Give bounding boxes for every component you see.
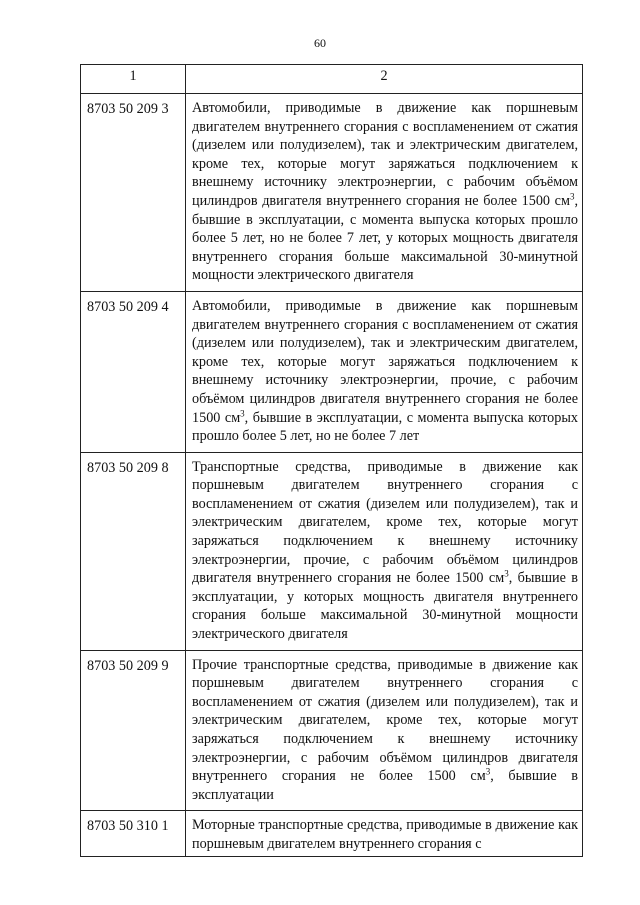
commodity-description xyxy=(186,650,583,811)
unit-superscript: 3 xyxy=(504,568,509,579)
column-header-code: 1 xyxy=(81,65,186,94)
unit-superscript: 3 xyxy=(485,766,491,777)
description-text: Прочие транспортные средства, приводимые в движение как поршневым двигателем внутреннего сгорания с воспламенением от сжатия (дизелем или полудизелем), так и электрическим двигателем, кроме тех, которые могут заряжаться подключением к внешнему источнику электроэнергии, с рабочим объёмом цилиндров двигателя внутреннего сгорания не более 1500 см xyxy=(192,656,578,785)
commodity-description xyxy=(186,811,583,856)
description-text: Автомобили, приводимые в движение как поршневым двигателем внутреннего сгорания с воспламенением от сжатия (дизелем или полудизелем), так и электрическим двигателем, кроме тех, которые могут заряжаться подключением к внешнему источнику электроэнергии, прочие, с рабочим объёмом цилиндров двигателя внутреннего сгорания не более 1500 см xyxy=(192,297,578,426)
commodity-code: 8703 50 209 8 xyxy=(81,452,186,650)
page-number: 60 xyxy=(314,36,326,50)
commodity-code: 8703 50 209 3 xyxy=(81,94,186,292)
table-row xyxy=(81,291,583,452)
unit-superscript: 3 xyxy=(240,407,245,418)
table-header-row xyxy=(81,65,583,94)
description-text-continued: , бывшие в эксплуатации, с момента выпуска которых прошло более 5 лет, но не более 7 лет xyxy=(192,409,578,445)
table-row xyxy=(81,94,583,292)
table-row xyxy=(81,650,583,811)
unit-superscript: 3 xyxy=(569,191,575,202)
description-text: Транспортные средства, приводимые в движение как поршневым двигателем внутреннего сгорания с воспламенением от сжатия (дизелем или полудизелем), так и электрическим двигателем, кроме тех, которые могут заряжаться подключением к внешнему источнику электроэнергии, прочие, с рабочим объёмом цилиндров двигателя внутреннего сгорания не более 1500 см xyxy=(192,458,578,587)
description-text: Моторные транспортные средства, приводимые в движение как поршневым двигателем внутреннего сгорания с xyxy=(192,817,578,852)
commodity-description xyxy=(186,291,583,452)
description-text-continued: , бывшие в эксплуатации, с момента выпуска которых прошло более 5 лет, но не более 7 лет, у которых мощность двигателя внутреннего сгорания больше максимальной 30-минутной мощности электрического двигателя xyxy=(192,192,578,284)
description-text-continued: , бывшие в эксплуатации xyxy=(192,768,578,803)
commodity-code: 8703 50 310 1 xyxy=(81,811,186,856)
commodity-description xyxy=(186,452,583,650)
table-row xyxy=(81,452,583,650)
tariff-table xyxy=(80,64,583,857)
column-header-description: 2 xyxy=(186,65,583,94)
table-row xyxy=(81,811,583,856)
commodity-code: 8703 50 209 4 xyxy=(81,291,186,452)
description-text: Автомобили, приводимые в движение как поршневым двигателем внутреннего сгорания с воспламенением от сжатия (дизелем или полудизелем), так и электрическим двигателем, кроме тех, которые могут заряжаться подключением к внешнему источнику электроэнергии, с рабочим объёмом цилиндров двигателя внутреннего сгорания не более 1500 см xyxy=(192,100,578,209)
commodity-description xyxy=(186,94,583,292)
commodity-code: 8703 50 209 9 xyxy=(81,650,186,811)
description-text-continued: , бывшие в эксплуатации, у которых мощность двигателя внутреннего сгорания больше максимальной 30-минутной мощности электрического двигателя xyxy=(192,570,578,643)
